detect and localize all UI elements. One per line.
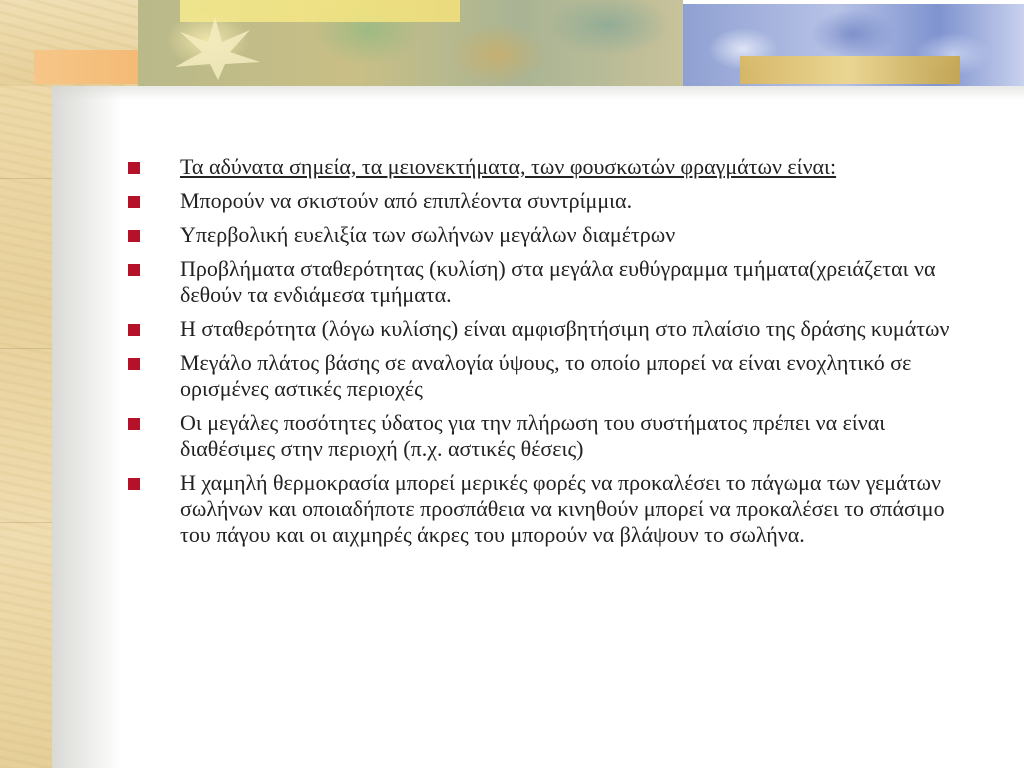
- list-item: [128, 470, 978, 548]
- list-item-text: Υπερβολική ευελιξία των σωλήνων μεγάλων διαμέτρων: [180, 222, 676, 247]
- list-item-text: Οι μεγάλες ποσότητες ύδατος για την πλήρωση του συστήματος πρέπει να είναι διαθέσιμες στην περιοχή (π.χ. αστικές θέσεις): [180, 410, 886, 461]
- list-item: [128, 350, 978, 402]
- list-item: [128, 188, 978, 214]
- bullet-list: [128, 154, 978, 556]
- left-parchment-strip: [0, 0, 52, 768]
- list-item: [128, 256, 978, 308]
- banner-gold-band: [740, 56, 960, 84]
- square-bullet-icon: [128, 358, 140, 370]
- list-item-text: Η σταθερότητα (λόγω κυλίσης) είναι αμφισβητήσιμη στο πλαίσιο της δράσης κυμάτων: [180, 316, 950, 341]
- list-item-text: Η χαμηλή θερμοκρασία μπορεί μερικές φορές να προκαλέσει το πάγωμα των γεμάτων σωλήνων και οποιαδήποτε προσπάθεια να κινηθούν μπορεί να προκαλέσει το σπάσιμο του πάγου και οι αιχμηρές άκρες του μπορούν να βλάψουν το σωλήνα.: [180, 470, 945, 547]
- square-bullet-icon: [128, 324, 140, 336]
- list-item-text: Μπορούν να σκιστούν από επιπλέοντα συντρίμμια.: [180, 188, 633, 213]
- list-item: [128, 154, 978, 180]
- square-bullet-icon: [128, 196, 140, 208]
- banner-shadow: [52, 86, 1024, 100]
- list-item-text: Προβλήματα σταθερότητας (κυλίση) στα μεγάλα ευθύγραμμα τμήματα(χρειάζεται να δεθούν τα ενδιάμεσα τμήματα.: [180, 256, 936, 307]
- leaf-icon: [160, 12, 270, 82]
- list-item: [128, 222, 978, 248]
- square-bullet-icon: [128, 478, 140, 490]
- left-shadow: [52, 0, 122, 768]
- square-bullet-icon: [128, 230, 140, 242]
- list-item-text: Μεγάλο πλάτος βάσης σε αναλογία ύψους, το οποίο μπορεί να είναι ενοχλητικό σε ορισμένες αστικές περιοχές: [180, 350, 912, 401]
- list-item: [128, 316, 978, 342]
- square-bullet-icon: [128, 264, 140, 276]
- list-item: [128, 410, 978, 462]
- square-bullet-icon: [128, 162, 140, 174]
- list-item-text: Τα αδύνατα σημεία, τα μειονεκτήματα, των φουσκωτών φραγμάτων είναι:: [180, 154, 837, 179]
- square-bullet-icon: [128, 418, 140, 430]
